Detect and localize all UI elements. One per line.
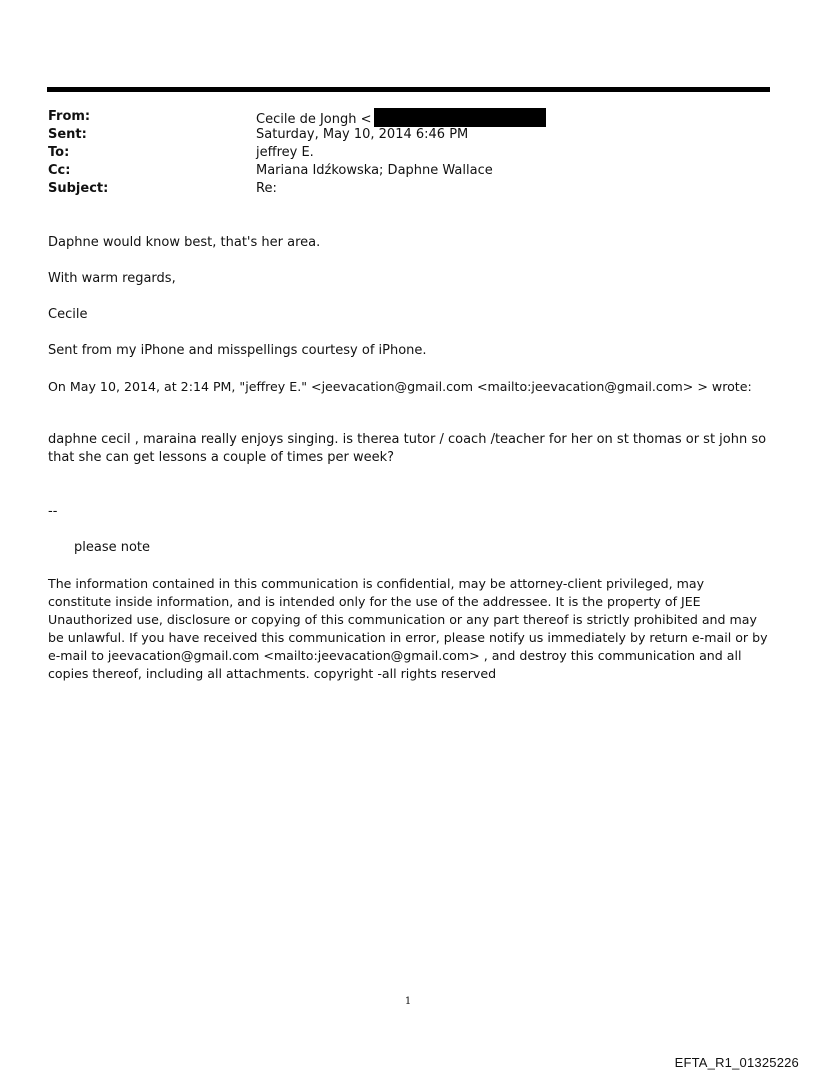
to-value: jeffrey E. bbox=[256, 145, 314, 160]
to-label: To: bbox=[48, 145, 70, 160]
email-header bbox=[48, 108, 748, 198]
sent-label: Sent: bbox=[48, 127, 87, 142]
from-sender: Cecile de Jongh < bbox=[256, 112, 372, 127]
closing-line: With warm regards, bbox=[48, 271, 176, 286]
reply-line: Daphne would know best, that's her area. bbox=[48, 235, 321, 250]
cc-value: Mariana Idźkowska; Daphne Wallace bbox=[256, 163, 493, 178]
subject-label: Subject: bbox=[48, 181, 109, 196]
from-row bbox=[48, 108, 748, 126]
sent-value: Saturday, May 10, 2014 6:46 PM bbox=[256, 127, 469, 142]
signature-separator: -- bbox=[48, 504, 58, 519]
confidentiality-disclaimer: The information contained in this communication is confidential, may be attorney-client privileged, may constitute inside information, and is intended only for the use of the addressee. It is the property of JEE Unauthorized use, disclosure or copying of this communication or any part thereof is strictly prohibited and may be unlawful. If you have received this communication in error, please notify us immediately by return e-mail or by e-mail to jeevacation@gmail.com <mailto:jeevacation@gmail.com> , and destroy this communication and all copies thereof, including all attachments. copyright -all rights reserved bbox=[48, 576, 768, 681]
page-number: 1 bbox=[404, 996, 412, 1007]
from-label: From: bbox=[48, 109, 91, 124]
sent-row bbox=[48, 126, 748, 144]
cc-row bbox=[48, 162, 748, 180]
quote-intro: On May 10, 2014, at 2:14 PM, "jeffrey E." <jeevacation@gmail.com <mailto:jeevacation@gmail.com> > wrote: bbox=[48, 379, 752, 394]
quoted-message: daphne cecil , maraina really enjoys singing. is therea tutor / coach /teacher for her on st thomas or st john so that she can get lessons a couple of times per week? bbox=[48, 432, 767, 465]
document-id: EFTA_R1_01325226 bbox=[674, 1055, 799, 1070]
to-row bbox=[48, 144, 748, 162]
subject-row bbox=[48, 180, 748, 198]
redaction-block bbox=[374, 108, 546, 127]
mobile-signature: Sent from my iPhone and misspellings courtesy of iPhone. bbox=[48, 343, 427, 358]
cc-label: Cc: bbox=[48, 163, 71, 178]
header-divider bbox=[47, 87, 770, 92]
signature-name: Cecile bbox=[48, 307, 88, 322]
please-note: please note bbox=[74, 540, 151, 555]
subject-value: Re: bbox=[256, 181, 277, 196]
